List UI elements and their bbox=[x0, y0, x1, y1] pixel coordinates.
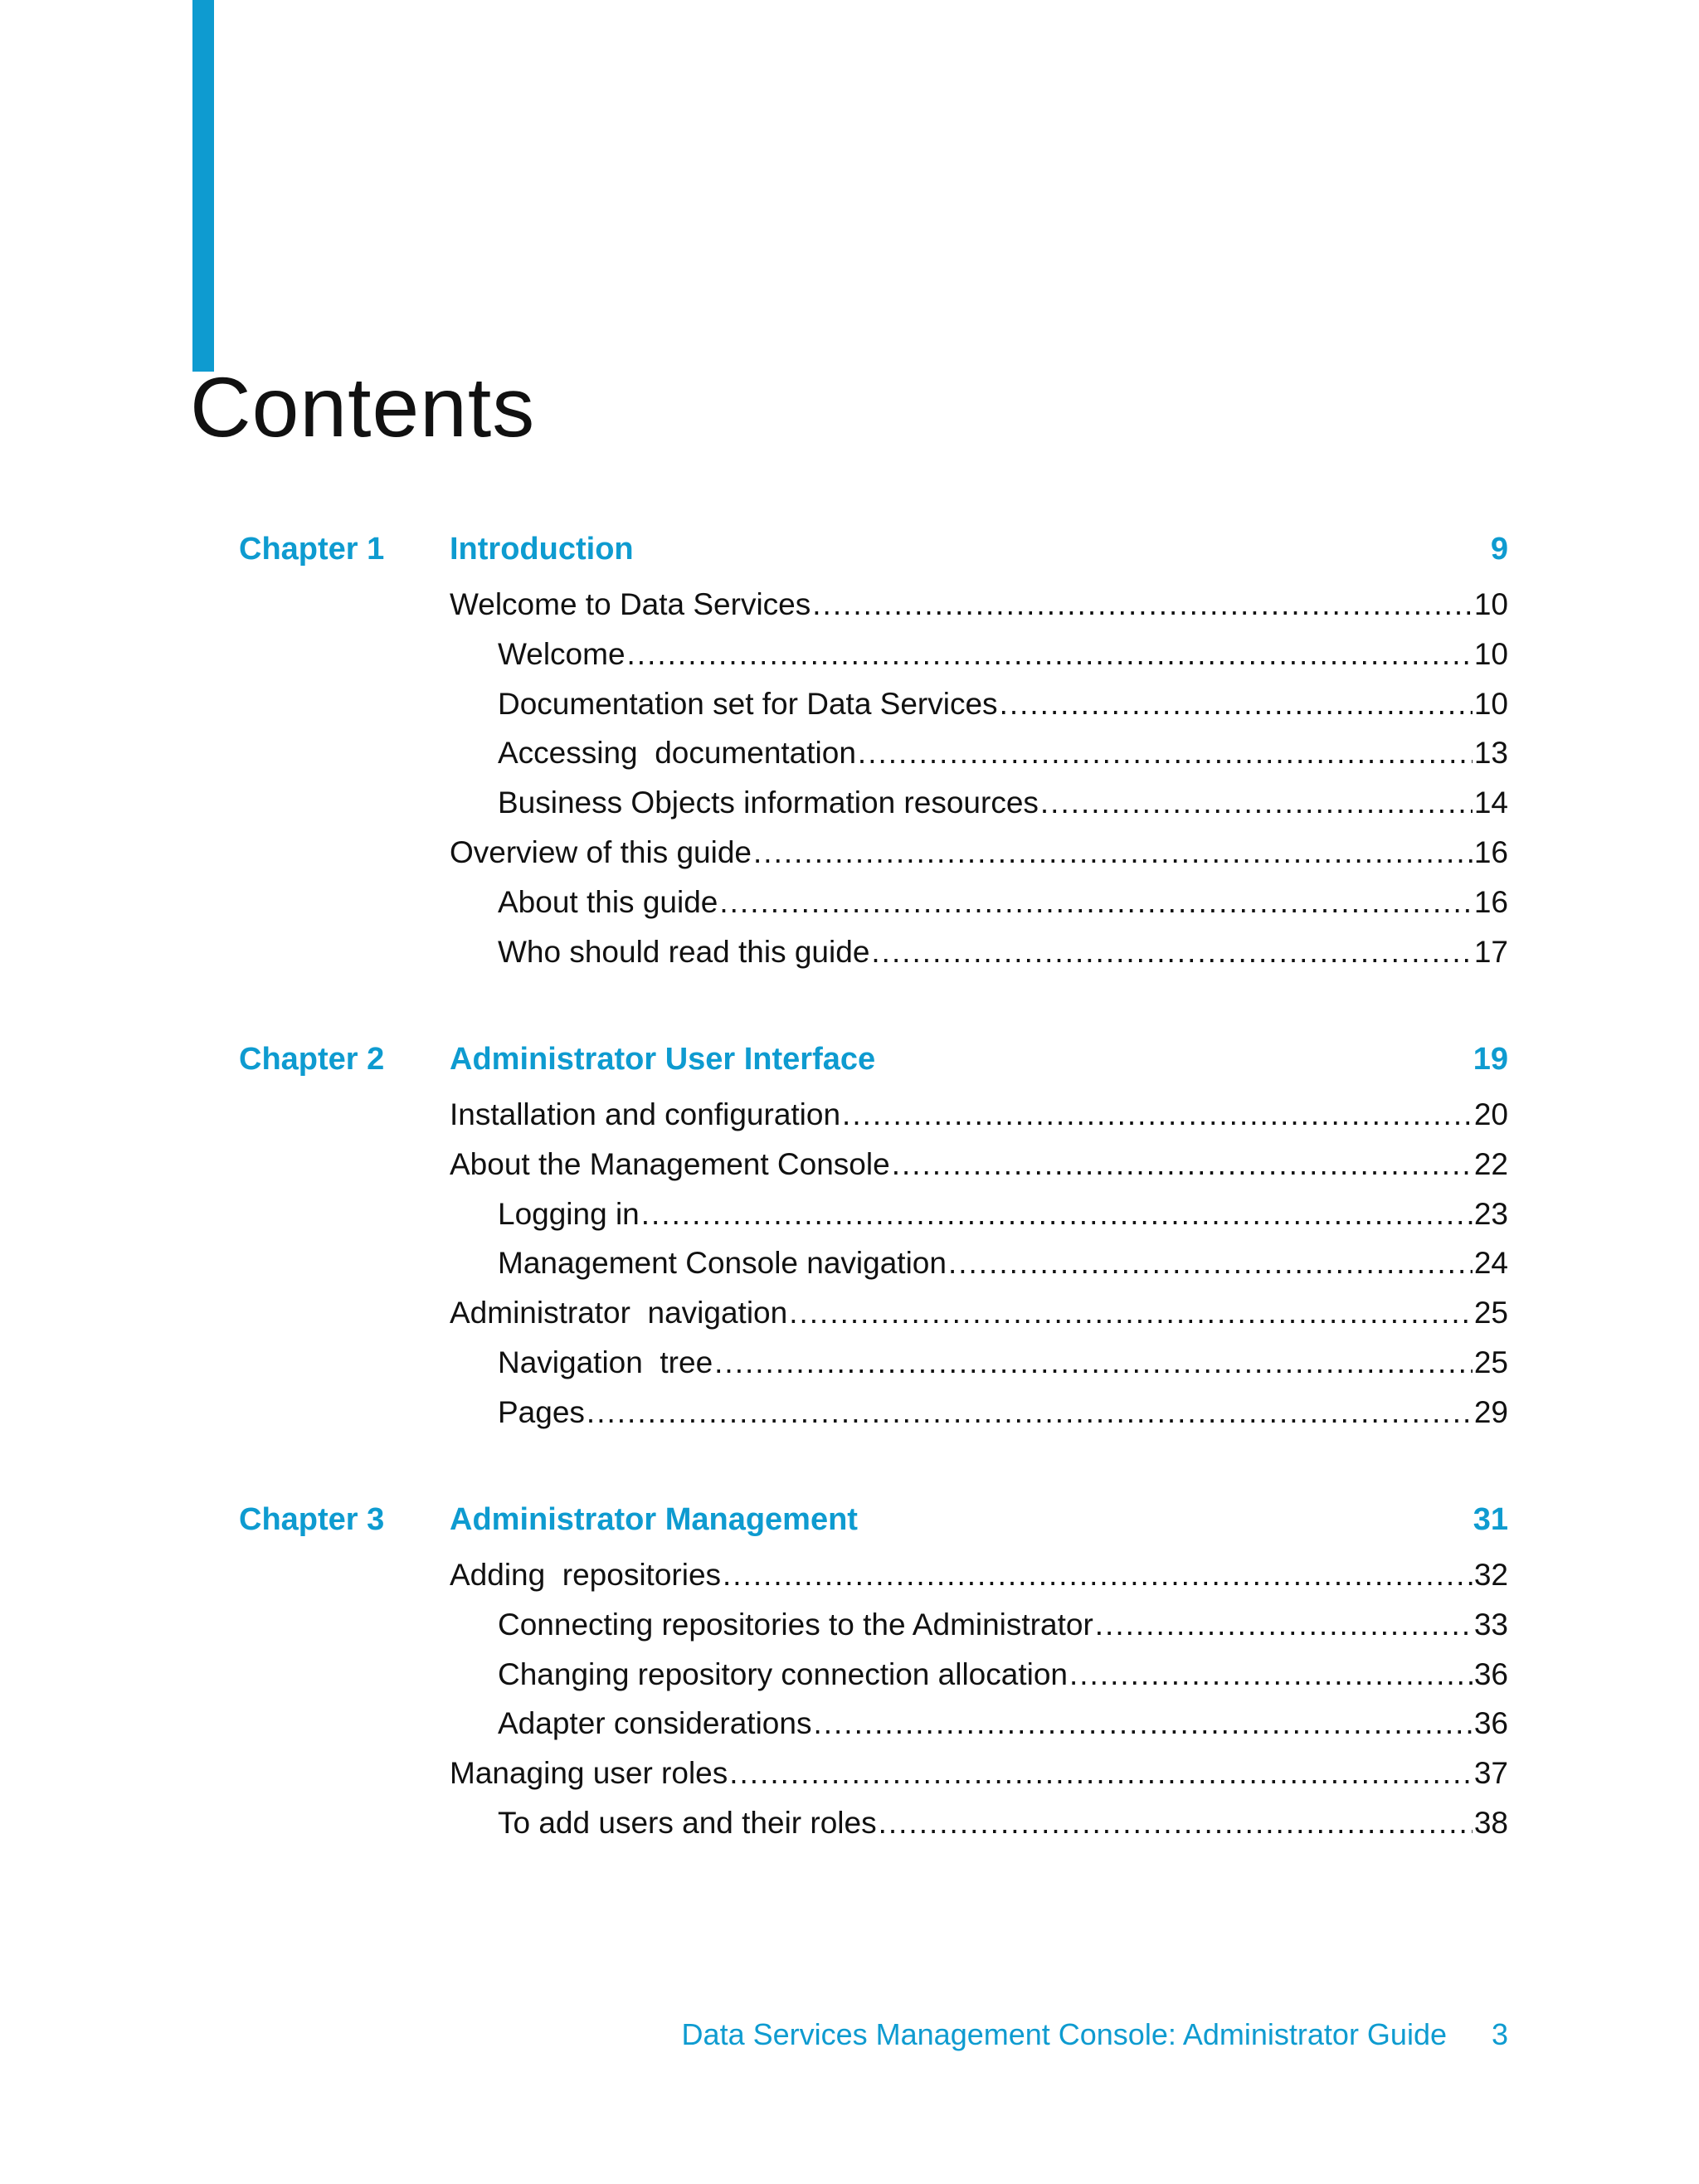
dot-leader bbox=[1095, 1608, 1473, 1642]
toc-entry[interactable] bbox=[498, 1806, 1508, 1852]
toc-entry-page-number: 23 bbox=[1473, 1196, 1508, 1231]
toc-entry-page-number: 10 bbox=[1473, 636, 1508, 671]
toc-entry-title: Management Console navigation bbox=[498, 1246, 947, 1281]
toc-entry-title: Changing repository connection allocation bbox=[498, 1656, 1068, 1691]
toc-entry-title: Installation and configuration bbox=[450, 1097, 841, 1131]
toc-entry-title: Administrator navigation bbox=[450, 1296, 788, 1330]
toc-entry-title: Connecting repositories to the Administrator bbox=[498, 1607, 1093, 1642]
toc-entry[interactable] bbox=[498, 1657, 1508, 1704]
toc-entry-title: To add users and their roles bbox=[498, 1806, 877, 1840]
dot-leader bbox=[587, 1395, 1473, 1430]
accent-bar bbox=[192, 0, 214, 372]
dot-leader bbox=[729, 1756, 1473, 1791]
dot-leader bbox=[948, 1246, 1473, 1281]
dot-leader bbox=[641, 1197, 1473, 1232]
chapter-page-number: 9 bbox=[1490, 531, 1508, 567]
page-title: Contents bbox=[190, 360, 536, 455]
toc-entry[interactable] bbox=[450, 1097, 1508, 1144]
dot-leader bbox=[871, 935, 1472, 970]
toc-entry-page-number: 10 bbox=[1473, 686, 1508, 721]
dot-leader bbox=[1040, 786, 1473, 820]
toc-entry[interactable] bbox=[498, 1246, 1508, 1292]
toc-entry[interactable] bbox=[498, 637, 1508, 683]
toc-entry-title: Welcome bbox=[498, 636, 626, 671]
toc-entry-title: About this guide bbox=[498, 884, 718, 919]
toc-entry-page-number: 33 bbox=[1473, 1607, 1508, 1642]
dot-leader bbox=[858, 736, 1473, 771]
toc-entry-page-number: 36 bbox=[1473, 1706, 1508, 1741]
chapter-heading[interactable] bbox=[239, 1495, 1508, 1544]
toc-entry-title: Adding repositories bbox=[450, 1558, 722, 1592]
dot-leader bbox=[714, 1345, 1473, 1380]
toc-entry[interactable] bbox=[450, 587, 1508, 634]
chapter-heading[interactable] bbox=[239, 524, 1508, 574]
dot-leader bbox=[753, 835, 1473, 870]
toc-entry[interactable] bbox=[498, 1395, 1508, 1442]
chapter-title[interactable]: Administrator User Interface bbox=[450, 1041, 876, 1077]
dot-leader bbox=[1069, 1657, 1473, 1692]
toc-entry[interactable] bbox=[498, 786, 1508, 832]
toc-entry[interactable] bbox=[498, 1608, 1508, 1654]
toc-entry-title: Accessing documentation bbox=[498, 736, 856, 771]
chapter-page-number: 19 bbox=[1473, 1041, 1508, 1077]
toc-entry-page-number: 37 bbox=[1473, 1756, 1508, 1791]
dot-leader bbox=[842, 1097, 1473, 1132]
toc-entry-title: Documentation set for Data Services bbox=[498, 686, 998, 721]
toc-entry[interactable] bbox=[450, 835, 1508, 882]
toc-entry-title: Logging in bbox=[498, 1196, 640, 1231]
toc-entry-title: Who should read this guide bbox=[498, 934, 870, 969]
dot-leader bbox=[812, 587, 1473, 622]
dot-leader bbox=[813, 1706, 1472, 1741]
toc-entry-page-number: 14 bbox=[1473, 786, 1508, 820]
footer-page-number: 3 bbox=[1491, 2017, 1508, 2051]
dot-leader bbox=[1000, 687, 1473, 722]
dot-leader bbox=[879, 1806, 1473, 1841]
toc-entry-title: About the Management Console bbox=[450, 1146, 890, 1181]
toc-entry-title: Managing user roles bbox=[450, 1756, 728, 1791]
toc-entry[interactable] bbox=[450, 1756, 1508, 1802]
toc-entry[interactable] bbox=[498, 885, 1508, 931]
toc-entry-page-number: 20 bbox=[1473, 1097, 1508, 1131]
toc-entry[interactable] bbox=[450, 1558, 1508, 1604]
chapter-title[interactable]: Administrator Management bbox=[450, 1501, 858, 1537]
toc-entry[interactable] bbox=[498, 1197, 1508, 1243]
toc-entry-page-number: 17 bbox=[1473, 934, 1508, 969]
chapter-label: Chapter 2 bbox=[239, 1041, 385, 1077]
toc-entry-page-number: 16 bbox=[1473, 884, 1508, 919]
toc-entry-page-number: 24 bbox=[1473, 1246, 1508, 1281]
chapter-label: Chapter 1 bbox=[239, 531, 385, 567]
page-footer bbox=[0, 2017, 1699, 2059]
toc-entry-title: Adapter considerations bbox=[498, 1706, 812, 1741]
toc-entry-page-number: 13 bbox=[1473, 736, 1508, 771]
toc-entry-page-number: 25 bbox=[1473, 1345, 1508, 1379]
toc-entry-title: Overview of this guide bbox=[450, 835, 752, 869]
toc-entry[interactable] bbox=[450, 1296, 1508, 1342]
toc-entry[interactable] bbox=[498, 687, 1508, 733]
toc-entry-page-number: 38 bbox=[1473, 1806, 1508, 1840]
chapter-label: Chapter 3 bbox=[239, 1501, 385, 1537]
toc-entry[interactable] bbox=[498, 935, 1508, 981]
dot-leader bbox=[719, 885, 1472, 920]
toc-entry-page-number: 36 bbox=[1473, 1656, 1508, 1691]
dot-leader bbox=[627, 637, 1473, 672]
chapter-page-number: 31 bbox=[1473, 1501, 1508, 1537]
dot-leader bbox=[723, 1558, 1473, 1593]
chapter-heading[interactable] bbox=[239, 1034, 1508, 1084]
dot-leader bbox=[892, 1147, 1473, 1182]
toc-entry[interactable] bbox=[450, 1147, 1508, 1194]
toc-entry[interactable] bbox=[498, 1345, 1508, 1392]
toc-entry[interactable] bbox=[498, 1706, 1508, 1753]
toc-entry-title: Pages bbox=[498, 1394, 585, 1429]
toc-entry-page-number: 25 bbox=[1473, 1296, 1508, 1330]
toc-entry-page-number: 22 bbox=[1473, 1146, 1508, 1181]
footer-title: Data Services Management Console: Administrator Guide bbox=[681, 2017, 1447, 2051]
toc-entry-page-number: 32 bbox=[1473, 1558, 1508, 1592]
toc-entry-title: Business Objects information resources bbox=[498, 786, 1039, 820]
toc-entry-page-number: 16 bbox=[1473, 835, 1508, 869]
dot-leader bbox=[789, 1296, 1473, 1330]
toc-entry-page-number: 29 bbox=[1473, 1394, 1508, 1429]
toc-entry-title: Navigation tree bbox=[498, 1345, 713, 1379]
chapter-title[interactable]: Introduction bbox=[450, 531, 634, 567]
toc-entry-title: Welcome to Data Services bbox=[450, 587, 811, 621]
toc-entry-page-number: 10 bbox=[1473, 587, 1508, 621]
toc-entry[interactable] bbox=[498, 736, 1508, 782]
